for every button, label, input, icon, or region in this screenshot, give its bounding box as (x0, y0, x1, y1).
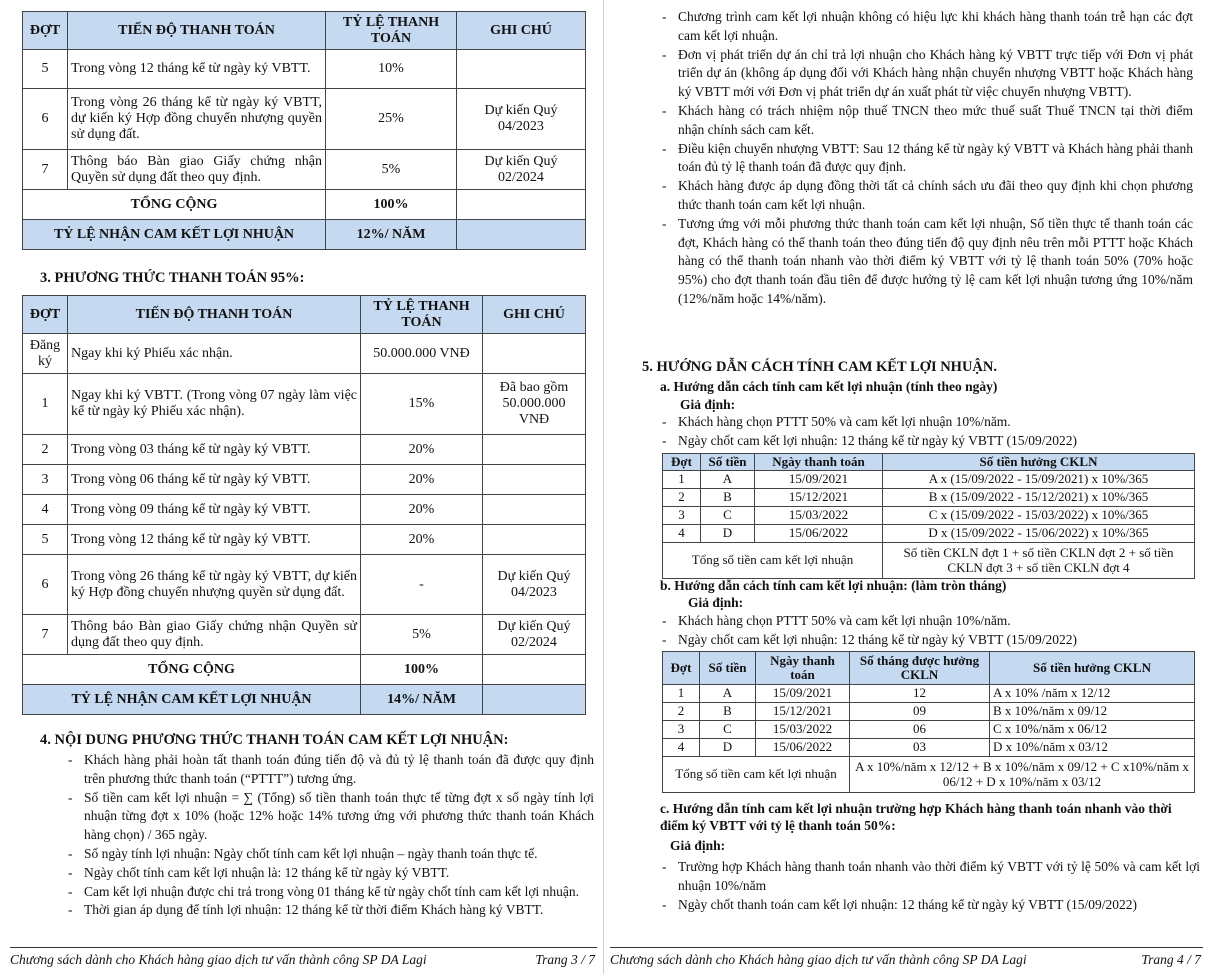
list-item: - Cam kết lợi nhuận được chi trả trong vòng 01 tháng kể từ ngày chốt tính cam kết lợi nhuận. (66, 883, 594, 902)
col-header: Đợt (663, 652, 700, 685)
page-3 (0, 0, 604, 974)
table-row: 1 Ngay khi ký VBTT. (Trong vòng 07 ngày làm việc kể từ ngày ký Phiếu xác nhận). 15% Đã bao gồm 50.000.000 VNĐ (23, 374, 586, 435)
sub-c-assumption: Giả định: (670, 838, 726, 853)
rate-row: TỶ LỆ NHẬN CAM KẾT LỢI NHUẬN 12%/ NĂM (23, 220, 586, 250)
col-header: GHI CHÚ (483, 296, 586, 334)
table-row: 6 Trong vòng 26 tháng kể từ ngày ký VBTT, dự kiến ký Hợp đồng chuyển nhượng quyền sử dụng đất. - Dự kiến Quý 04/2023 (23, 555, 586, 615)
col-header: GHI CHÚ (457, 12, 586, 50)
col-header: Số tiền hưởng CKLN (883, 454, 1195, 471)
table-row: 3 C 15/03/2022 C x (15/09/2022 - 15/03/2022) x 10%/365 (663, 507, 1195, 525)
col-header: Đợt (663, 454, 701, 471)
section-4-title: 4. NỘI DUNG PHƯƠNG THỨC THANH TOÁN CAM KẾT LỢI NHUẬN: (40, 732, 509, 748)
list-item: - Khách hàng được áp dụng đồng thời tất cả chính sách ưu đãi theo quy định khi chọn phương thức thanh toán cam kết lợi nhuận. (660, 177, 1193, 215)
list-item: - Điều kiện chuyển nhượng VBTT: Sau 12 tháng kể từ ngày ký VBTT và Khách hàng phải thanh toán đủ tỷ lệ thanh toán đã được quy định. (660, 140, 1193, 178)
list-item: - Ngày chốt thanh toán cam kết lợi nhuận: 12 tháng kể từ ngày ký VBTT (15/09/2022) (660, 896, 1200, 915)
conditions-list (660, 8, 1193, 309)
list-item: - Thời gian áp dụng để tính lợi nhuận: 12 tháng kể từ thời điểm Khách hàng ký VBTT. (66, 901, 594, 920)
table-row: 7 Thông báo Bàn giao Giấy chứng nhận Quyền sử dụng đất theo quy định. 5% Dự kiến Quý 02/2024 (23, 150, 586, 190)
col-header: Số tháng được hưởng CKLN (850, 652, 990, 685)
list-item: - Khách hàng có trách nhiệm nộp thuế TNCN theo mức thuế suất Thuế TNCN tại thời điểm nhận chính sách cam kết. (660, 102, 1193, 140)
col-header: Ngày thanh toán (756, 652, 850, 685)
list-item: - Số ngày tính lợi nhuận: Ngày chốt tính cam kết lợi nhuận – ngày thanh toán thực tế. (66, 845, 594, 864)
col-header: TIẾN ĐỘ THANH TOÁN (68, 296, 361, 334)
sub-b-title: b. Hướng dẫn cách tính cam kết lợi nhuận: (làm tròn tháng) (660, 578, 1007, 593)
col-header: ĐỢT (23, 12, 68, 50)
table-row: 2 B 15/12/2021 09 B x 10%/năm x 09/12 (663, 703, 1195, 721)
list-item: - Ngày chốt cam kết lợi nhuận: 12 tháng kể từ ngày ký VBTT (15/09/2022) (660, 432, 1200, 451)
list-item: - Tương ứng với mỗi phương thức thanh toán cam kết lợi nhuận, Số tiền thực tế thanh toán các đợt, Khách hàng có thể thanh toán theo đúng tiến độ quy định nêu trên mỗi PTTT hoặc Khách hàng có thể thanh toán nhanh vào thời điểm ký VBTT với tỷ lệ thanh toán 50% (70% hoặc 95%) cho đợt thanh toán đầu tiên để được hưởng tỷ lệ cam kết lợi nhuận tương ứng 10%/năm (12%/năm hoặc 14%/năm). (660, 215, 1193, 309)
table-row: 5 Trong vòng 12 tháng kể từ ngày ký VBTT. 20% (23, 525, 586, 555)
col-header: TỶ LỆ THANH TOÁN (361, 296, 483, 334)
col-header: Ngày thanh toán (755, 454, 883, 471)
sub-c-title: c. Hướng dẫn tính cam kết lợi nhuận trường hợp Khách hàng thanh toán nhanh vào thời điểm ký VBTT với tỷ lệ thanh toán 50%: (660, 801, 1172, 833)
table-row: 5 Trong vòng 12 tháng kể từ ngày ký VBTT. 10% (23, 50, 586, 89)
table-row: 1 A 15/09/2021 A x (15/09/2022 - 15/09/2021) x 10%/365 (663, 471, 1195, 489)
sub-a-title: a. Hướng dẫn cách tính cam kết lợi nhuận (tính theo ngày) (660, 379, 998, 394)
col-header: Số tiền (700, 652, 756, 685)
col-header: TIẾN ĐỘ THANH TOÁN (68, 12, 326, 50)
table-row: 6 Trong vòng 26 tháng kể từ ngày ký VBTT, dự kiến ký Hợp đồng chuyển nhượng quyền sử dụng đất. 25% Dự kiến Quý 04/2023 (23, 89, 586, 150)
list-item: - Số tiền cam kết lợi nhuận = ∑ (Tổng) số tiền thanh toán thực tế từng đợt x số ngày tính lợi nhuận từng đợt x 10% (hoặc 12% hoặc 14% tương ứng với phương thức thanh toán Khách hàng chọn) / 365 ngày. (66, 789, 594, 845)
rate-row: TỶ LỆ NHẬN CAM KẾT LỢI NHUẬN 14%/ NĂM (23, 685, 586, 715)
list-item: - Trường hợp Khách hàng thanh toán nhanh vào thời điểm ký VBTT với tỷ lệ 50% và cam kết lợi nhuận 10%/năm (660, 858, 1200, 896)
total-row: TỔNG CỘNG 100% (23, 190, 586, 220)
table-row: 4 Trong vòng 09 tháng kể từ ngày ký VBTT. 20% (23, 495, 586, 525)
section-5-title: 5. HƯỚNG DẪN CÁCH TÍNH CAM KẾT LỢI NHUẬN. (642, 359, 998, 375)
list-item: - Khách hàng phải hoàn tất thanh toán đúng tiến độ và đủ tỷ lệ thanh toán đã được quy định trên phương thức thanh toán (“PTTT”) tương ứng. (66, 751, 594, 789)
col-header: Số tiền hưởng CKLN (990, 652, 1195, 685)
payment-table-95 (22, 295, 586, 715)
table-row: 4 D 15/06/2022 03 D x 10%/năm x 03/12 (663, 739, 1195, 757)
sub-b-assumption: Giả định: (688, 595, 744, 610)
table-row: 1 A 15/09/2021 12 A x 10% /năm x 12/12 (663, 685, 1195, 703)
table-row: 2 B 15/12/2021 B x (15/09/2022 - 15/12/2021) x 10%/365 (663, 489, 1195, 507)
table-row: 3 C 15/03/2022 06 C x 10%/năm x 06/12 (663, 721, 1195, 739)
page-number: Trang 4 / 7 (1141, 952, 1201, 967)
table-row: 4 D 15/06/2022 D x (15/09/2022 - 15/06/2022) x 10%/365 (663, 525, 1195, 543)
section-4-list (66, 751, 594, 920)
list-item: - Ngày chốt cam kết lợi nhuận: 12 tháng kể từ ngày ký VBTT (15/09/2022) (660, 631, 1200, 650)
footer-text: Chương sách dành cho Khách hàng giao dịch tư vấn thành công SP DA Lagi (10, 952, 427, 967)
list-item: - Khách hàng chọn PTTT 50% và cam kết lợi nhuận 10%/năm. (660, 612, 1200, 631)
footer-text: Chương sách dành cho Khách hàng giao dịch tư vấn thành công SP DA Lagi (610, 952, 1027, 967)
sub-c-list (660, 858, 1200, 914)
payment-table-12 (22, 11, 586, 250)
profit-table-daily (662, 453, 1195, 579)
page-4 (604, 0, 1215, 974)
total-row: Tổng số tiền cam kết lợi nhuận Số tiền CKLN đợt 1 + số tiền CKLN đợt 2 + số tiền CKLN đợt 3 + số tiền CKLN đợt 4 (663, 543, 1195, 579)
section-3-title: 3. PHƯƠNG THỨC THANH TOÁN 95%: (40, 270, 305, 286)
sub-a-assumption: Giả định: (680, 397, 736, 412)
table-row: 3 Trong vòng 06 tháng kể từ ngày ký VBTT. 20% (23, 465, 586, 495)
col-header: ĐỢT (23, 296, 68, 334)
total-row: TỔNG CỘNG 100% (23, 655, 586, 685)
table-row: Đăng ký Ngay khi ký Phiếu xác nhận. 50.000.000 VNĐ (23, 334, 586, 374)
sub-a-list (660, 413, 1200, 450)
list-item: - Khách hàng chọn PTTT 50% và cam kết lợi nhuận 10%/năm. (660, 413, 1200, 432)
col-header: Số tiền (701, 454, 755, 471)
table-row: 2 Trong vòng 03 tháng kể từ ngày ký VBTT. 20% (23, 435, 586, 465)
page-number: Trang 3 / 7 (535, 952, 595, 967)
list-item: - Chương trình cam kết lợi nhuận không có hiệu lực khi khách hàng thanh toán trễ hạn các đợt cam kết lợi nhuận. (660, 8, 1193, 46)
total-row: Tổng số tiền cam kết lợi nhuận A x 10%/năm x 12/12 + B x 10%/năm x 09/12 + C x10%/năm x 06/12 + D x 10%/năm x 03/12 (663, 757, 1195, 793)
sub-b-list (660, 612, 1200, 649)
footer-rule (610, 947, 1203, 948)
table-row: 7 Thông báo Bàn giao Giấy chứng nhận Quyền sử dụng đất theo quy định. 5% Dự kiến Quý 02/2024 (23, 615, 586, 655)
profit-table-monthly (662, 651, 1195, 793)
col-header: TỶ LỆ THANH TOÁN (326, 12, 457, 50)
list-item: - Ngày chốt tính cam kết lợi nhuận là: 12 tháng kể từ ngày ký VBTT. (66, 864, 594, 883)
list-item: - Đơn vị phát triển dự án chỉ trả lợi nhuận cho Khách hàng ký VBTT trực tiếp với Đơn vị phát triển dự án (không áp dụng đối với Khách hàng nhận chuyển nhượng VBTT hoặc Khách hàng ký VBTT mới với Đơn vị phát triển dự án xuất phát từ việc chuyển nhượng VBTT). (660, 46, 1193, 102)
footer-rule (10, 947, 597, 948)
